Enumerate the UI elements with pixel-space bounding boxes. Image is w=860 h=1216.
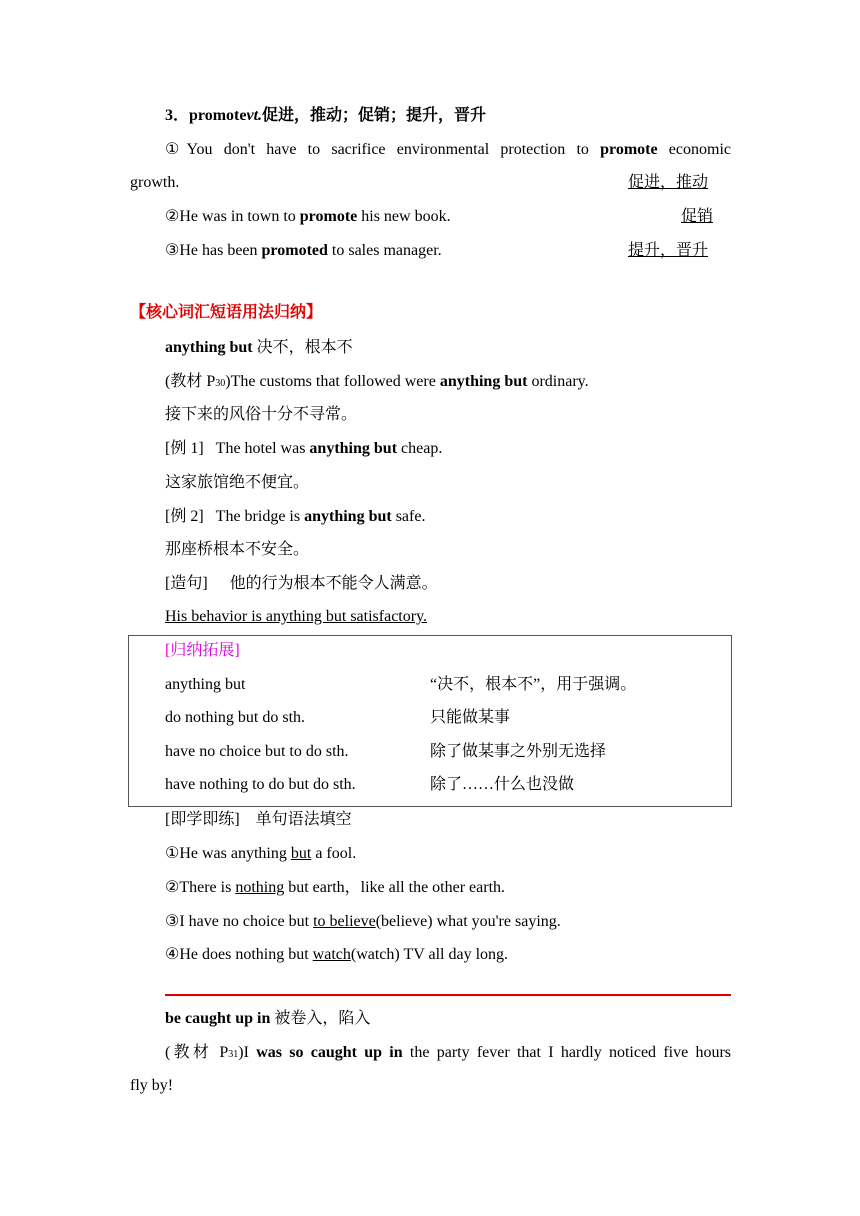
practice-heading: [即学即练] 单句语法填空 xyxy=(165,811,352,828)
caught-up-heading: be caught up in 被卷入，陷入 xyxy=(165,1010,371,1027)
anything-but-source: (教材 P30)The customs that followed were anything but ordinary. xyxy=(165,373,589,390)
promote-example-1: ①You don't have to sacrifice environmental protection to promote economic xyxy=(165,141,731,158)
summary-row-en: do nothing but do sth. xyxy=(165,709,306,726)
summary-row-zh: “决不，根本不”，用于强调。 xyxy=(430,676,637,693)
section-divider xyxy=(165,994,731,996)
anything-but-make-sentence: [造句] 他的行为根本不能令人满意。 xyxy=(165,575,438,592)
practice-question-3: ③I have no choice but to believe(believe) what you're saying. xyxy=(165,913,561,930)
summary-row-en: have no choice but to do sth. xyxy=(165,743,349,760)
promote-example-1-cont: growth. xyxy=(130,174,180,191)
promote-example-2: ②He was in town to promote his new book. xyxy=(165,208,451,225)
promote-heading: 3．promotevt.促进，推动；促销；提升，晋升 xyxy=(165,107,487,124)
caught-up-source: (教材 P31)I was so caught up in the party fever that I hardly noticed five hours xyxy=(165,1044,732,1061)
promote-gloss-3: 提升，晋升 xyxy=(628,242,709,259)
anything-but-heading: anything but 决不，根本不 xyxy=(165,339,353,356)
anything-but-example-2-translation: 那座桥根本不安全。 xyxy=(165,541,310,558)
anything-but-example-2: [例 2] The bridge is anything but safe. xyxy=(165,508,426,525)
summary-row-zh: 除了做某事之外别无选择 xyxy=(430,743,607,760)
summary-row-en: anything but xyxy=(165,676,246,693)
summary-row-zh: 只能做某事 xyxy=(430,709,511,726)
summary-row-en: have nothing to do but do sth. xyxy=(165,776,356,793)
anything-but-example-1-translation: 这家旅馆绝不便宜。 xyxy=(165,474,310,491)
section-title: 【核心词汇短语用法归纳】 xyxy=(130,304,323,321)
promote-gloss-1: 促进，推动 xyxy=(628,174,709,191)
summary-box-title: [归纳拓展] xyxy=(165,642,240,659)
promote-example-3: ③He has been promoted to sales manager. xyxy=(165,242,442,259)
promote-gloss-2: 促销 xyxy=(681,208,714,225)
caught-up-source-cont: fly by! xyxy=(130,1077,174,1094)
anything-but-make-answer: His behavior is anything but satisfactory. xyxy=(165,608,428,625)
practice-question-4: ④He does nothing but watch(watch) TV all day long. xyxy=(165,946,509,963)
practice-question-2: ②There is nothing but earth，like all the other earth. xyxy=(165,879,506,896)
anything-but-example-1: [例 1] The hotel was anything but cheap. xyxy=(165,440,443,457)
anything-but-source-translation: 接下来的风俗十分不寻常。 xyxy=(165,406,358,423)
practice-question-1: ①He was anything but a fool. xyxy=(165,845,357,862)
summary-row-zh: 除了……什么也没做 xyxy=(430,776,575,793)
